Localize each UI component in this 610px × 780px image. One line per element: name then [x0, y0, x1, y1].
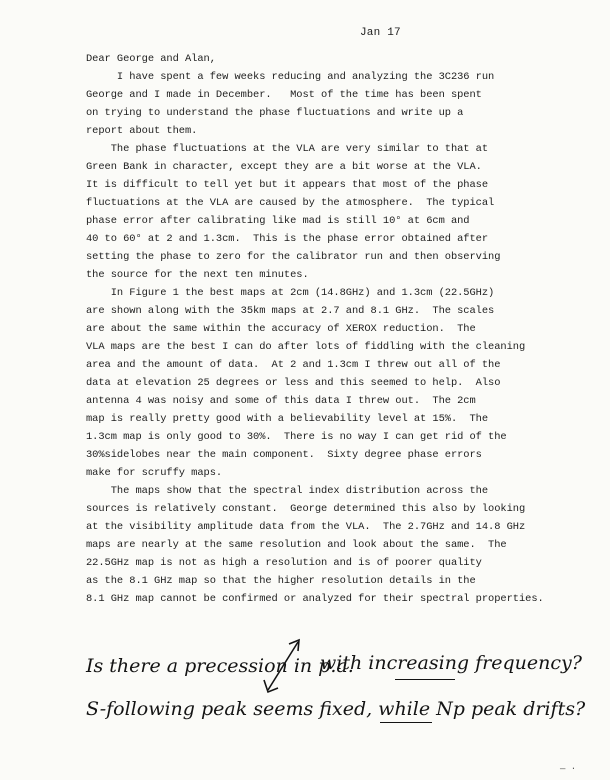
corner-mark: — · — [560, 764, 577, 774]
body-line: setting the phase to zero for the calibrator run and then observing — [86, 251, 501, 263]
body-line: sources is relatively constant. George determined this also by looking — [86, 503, 526, 515]
body-line: George and I made in December. Most of the time has been spent — [86, 89, 482, 101]
body-line: report about them. — [86, 125, 198, 137]
handwritten-note-question-1-end: with increasing frequency? — [320, 652, 582, 674]
body-line: 30%sidelobes near the main component. Sixty degree phase errors — [86, 449, 482, 461]
body-line: as the 8.1 GHz map so that the higher resolution details in the — [86, 575, 476, 587]
body-line: area and the amount of data. At 2 and 1.3cm I threw out all of the — [86, 359, 501, 371]
body-line: antenna 4 was noisy and some of this data I threw out. The 2cm — [86, 395, 476, 407]
body-line: are about the same within the accuracy of XEROX reduction. The — [86, 323, 476, 335]
handwritten-note-question-2: S-following peak seems fixed, while Np peak drifts? — [86, 698, 586, 720]
body-line: It is difficult to tell yet but it appears that most of the phase — [86, 179, 489, 191]
body-line: Green Bank in character, except they are a bit worse at the VLA. — [86, 161, 482, 173]
body-line: are shown along with the 35km maps at 2.7 and 8.1 GHz. The scales — [86, 305, 495, 317]
body-line: map is really pretty good with a believability level at 15%. The — [86, 413, 489, 425]
body-line: the source for the next ten minutes. — [86, 269, 309, 281]
body-line: maps are nearly at the same resolution and look about the same. The — [86, 539, 507, 551]
body-line: In Figure 1 the best maps at 2cm (14.8GHz) and 1.3cm (22.5GHz) — [86, 287, 495, 299]
letter-body — [86, 50, 548, 608]
salutation: Dear George and Alan, — [86, 53, 216, 65]
body-line: I have spent a few weeks reducing and analyzing the 3C236 run — [86, 71, 495, 83]
body-line: VLA maps are the best I can do after lots of fiddling with the cleaning — [86, 341, 526, 353]
body-line: The maps show that the spectral index distribution across the — [86, 485, 489, 497]
body-line: 40 to 60° at 2 and 1.3cm. This is the phase error obtained after — [86, 233, 489, 245]
handwritten-underline — [380, 722, 432, 723]
body-line: data at elevation 25 degrees or less and this seemed to help. Also — [86, 377, 501, 389]
body-line: 8.1 GHz map cannot be confirmed or analyzed for their spectral properties. — [86, 593, 544, 605]
body-line: phase error after calibrating like mad is still 10° at 6cm and — [86, 215, 470, 227]
body-line: 22.5GHz map is not as high a resolution and is of poorer quality — [86, 557, 482, 569]
body-line: at the visibility amplitude data from the VLA. The 2.7GHz and 14.8 GHz — [86, 521, 526, 533]
body-line: make for scruffy maps. — [86, 467, 223, 479]
body-line: The phase fluctuations at the VLA are very similar to that at — [86, 143, 489, 155]
handwritten-underline — [395, 679, 455, 680]
body-line: on trying to understand the phase fluctuations and write up a — [86, 107, 464, 119]
body-line: 1.3cm map is only good to 30%. There is no way I can get rid of the — [86, 431, 507, 443]
letter-date: Jan 17 — [360, 27, 401, 39]
handwritten-note-question-1: Is there a precession in p.a. — [86, 655, 354, 677]
body-line: fluctuations at the VLA are caused by the atmosphere. The typical — [86, 197, 495, 209]
